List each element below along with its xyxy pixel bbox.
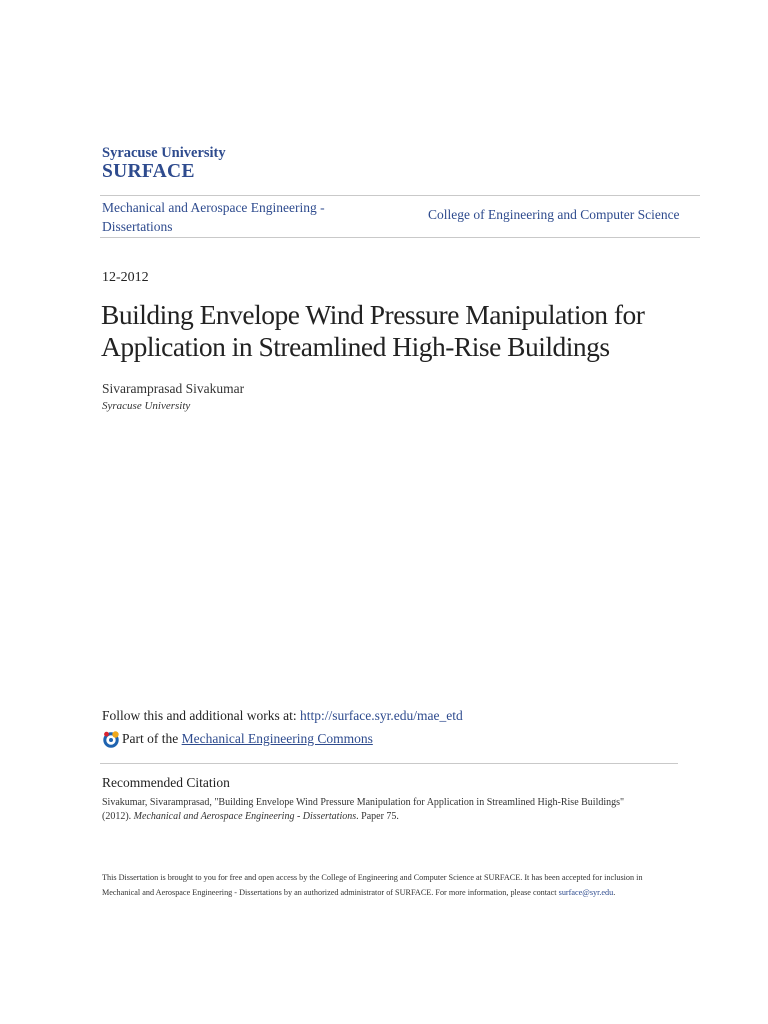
network-icon [102,730,120,748]
publication-date: 12-2012 [102,270,149,285]
citation-series: Mechanical and Aerospace Engineering - Dissertations [133,811,357,822]
access-end: . [613,888,616,897]
paper-title: Building Envelope Wind Pressure Manipulation for Application in Streamlined High-Rise Buildings [101,299,645,362]
part-of-line [102,730,373,748]
citation-year: (2012). [102,811,134,822]
contact-email-link[interactable]: surface@syr.edu [558,888,614,897]
header-divider-top [100,195,700,196]
university-name[interactable]: Syracuse University [102,145,226,161]
access-statement [102,870,667,900]
follow-line [102,708,463,724]
access-text: This Dissertation is brought to you for free and open access by the College of Engineering and Computer Science at SURFACE. It has been accepted for inclusion in Mechanical and Aerospace Engineering - Dissertations by an authorized administrator of SURFACE. For more information, please contact [102,873,643,897]
follow-prefix: Follow this and additional works at: [102,708,300,723]
citation-line: Sivakumar, Sivaramprasad, "Building Envelope Wind Pressure Manipulation for Application in Streamlined High-Rise Buildings" [102,797,625,808]
citation-heading: Recommended Citation [102,775,230,790]
commons-link[interactable]: Mechanical Engineering Commons [181,731,373,746]
part-of-prefix: Part of the [122,731,179,746]
repository-name[interactable]: SURFACE [102,161,195,182]
citation-suffix: . Paper 75. [356,811,399,822]
citation-divider [100,763,678,764]
author-affiliation: Syracuse University [102,400,191,412]
header-divider-bottom [100,237,700,238]
series-link[interactable]: Mechanical and Aerospace Engineering - Dissertations [102,200,325,234]
author-name: Sivaramprasad Sivakumar [102,381,245,396]
follow-url-link[interactable]: http://surface.syr.edu/mae_etd [300,708,463,723]
college-link[interactable]: College of Engineering and Computer Science [428,207,680,222]
citation-body [102,796,662,824]
